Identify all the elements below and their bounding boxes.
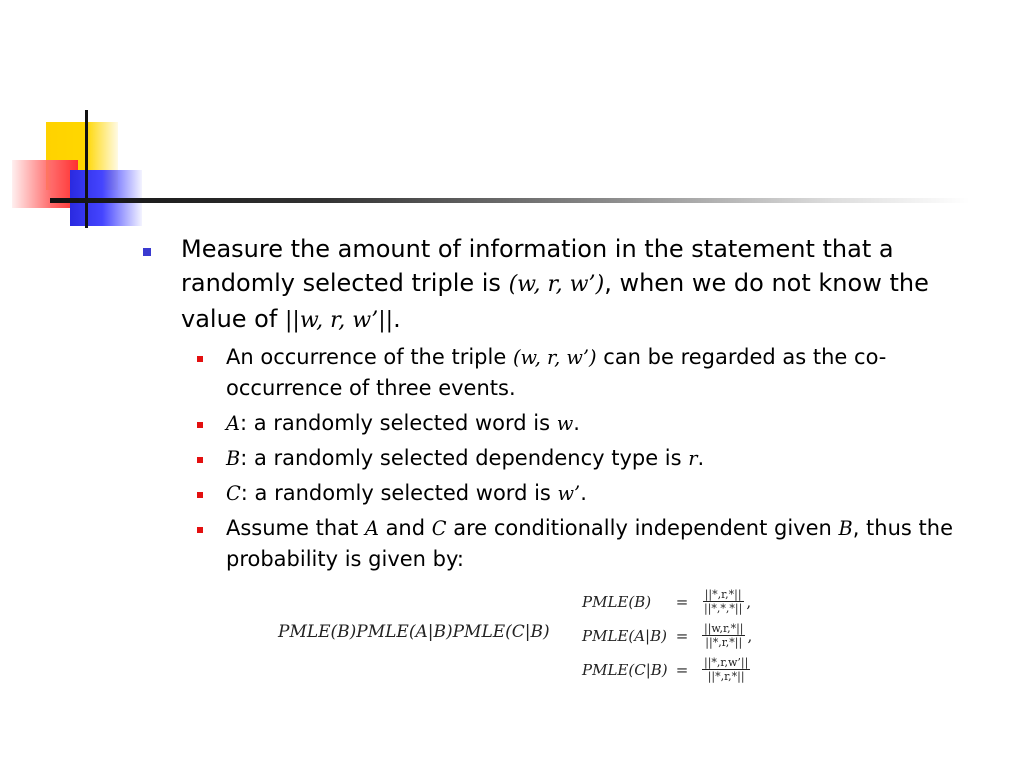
formula-row-cb — [582, 656, 750, 683]
bullet-sub-3-var: B — [226, 447, 241, 470]
bullet-sub-5-text-4: , thus the probability is given by: — [226, 516, 953, 571]
bullet-main-math-1: (w, r, w’) — [508, 272, 605, 297]
formula-row-b-comma: , — [746, 592, 752, 611]
bullet-sub-4-math: w’ — [557, 482, 581, 505]
bullet-sub-4-var: C — [226, 482, 241, 505]
bullet-sub-4-text: : a randomly selected word is — [240, 481, 558, 505]
bullet-main-text-2: , when we do not know the value of — [181, 269, 929, 333]
formula-row-cb-fraction — [702, 656, 750, 683]
formula-row-b-equals: = — [675, 592, 689, 611]
bullet-sub-2-end: . — [573, 411, 580, 435]
bullet-sub-5 — [140, 513, 985, 575]
formula-row-cb-denominator: ||*,r,*|| — [707, 670, 745, 683]
bullet-sub-5-math-3: B — [838, 517, 853, 540]
bullet-sub-1-text-2: can be regarded as the co-occurrence of three events. — [226, 345, 887, 400]
logo-vertical-line — [85, 110, 88, 228]
formula-row-ab — [582, 622, 752, 649]
bullet-main-text-3: . — [393, 305, 401, 333]
bullet-sub-2-text: : a randomly selected word is — [239, 411, 557, 435]
formula-row-cb-equals: = — [675, 660, 689, 679]
formula-row-b-denominator: ||*,*,*|| — [704, 602, 743, 615]
formula-row-ab-equals: = — [675, 626, 689, 645]
formula-row-b-lhs: PMLE(B) — [582, 592, 652, 611]
formula-row-cb-numerator: ||*,r,w’|| — [704, 656, 749, 669]
bullet-main-math-2: ||w, r, w’|| — [284, 308, 394, 333]
bullet-sub-1-math: (w, r, w’) — [512, 346, 597, 369]
slide-body — [140, 232, 985, 575]
bullet-sub-5-text-2: and — [378, 516, 432, 540]
title-divider-line — [50, 198, 970, 203]
formula-row-b-fraction — [702, 588, 744, 615]
bullet-main-text-1: Measure the amount of information in the statement that a randomly selected triple is — [181, 235, 894, 297]
formula-row-b-numerator: ||*,r,*|| — [704, 588, 742, 601]
bullet-sub-1-text-1: An occurrence of the triple — [226, 345, 513, 369]
bullet-sub-2 — [140, 408, 985, 439]
formula-row-ab-fraction — [702, 622, 745, 649]
formula-product: PMLE(B)PMLE(A|B)PMLE(C|B) — [278, 622, 550, 642]
bullet-sub-3 — [140, 443, 985, 474]
bullet-sub-4-end: . — [580, 481, 587, 505]
formula-row-ab-numerator: ||w,r,*|| — [704, 622, 744, 635]
bullet-sub-3-end: . — [697, 446, 705, 470]
formula-row-ab-denominator: ||*,r,*|| — [705, 636, 743, 649]
bullet-sub-2-var: A — [226, 412, 240, 435]
bullet-sub-5-text-1: Assume that — [226, 516, 365, 540]
formula-row-cb-lhs: PMLE(C|B) — [582, 660, 668, 679]
bullet-sub-2-math: w — [556, 412, 574, 435]
bullet-sub-3-text: : a randomly selected dependency type is — [240, 446, 689, 470]
bullet-main — [140, 232, 985, 338]
bullet-sub-3-math: r — [688, 447, 698, 470]
formula-row-ab-lhs: PMLE(A|B) — [582, 626, 667, 645]
bullet-sub-5-math-1: A — [364, 517, 379, 540]
bullet-sub-4 — [140, 478, 985, 509]
formula-row-b — [582, 588, 751, 615]
formula-row-ab-comma: , — [747, 626, 753, 645]
bullet-sub-5-math-2: C — [431, 517, 447, 540]
bullet-sub-1 — [140, 342, 985, 404]
bullet-sub-5-text-3: are conditionally independent given — [446, 516, 839, 540]
